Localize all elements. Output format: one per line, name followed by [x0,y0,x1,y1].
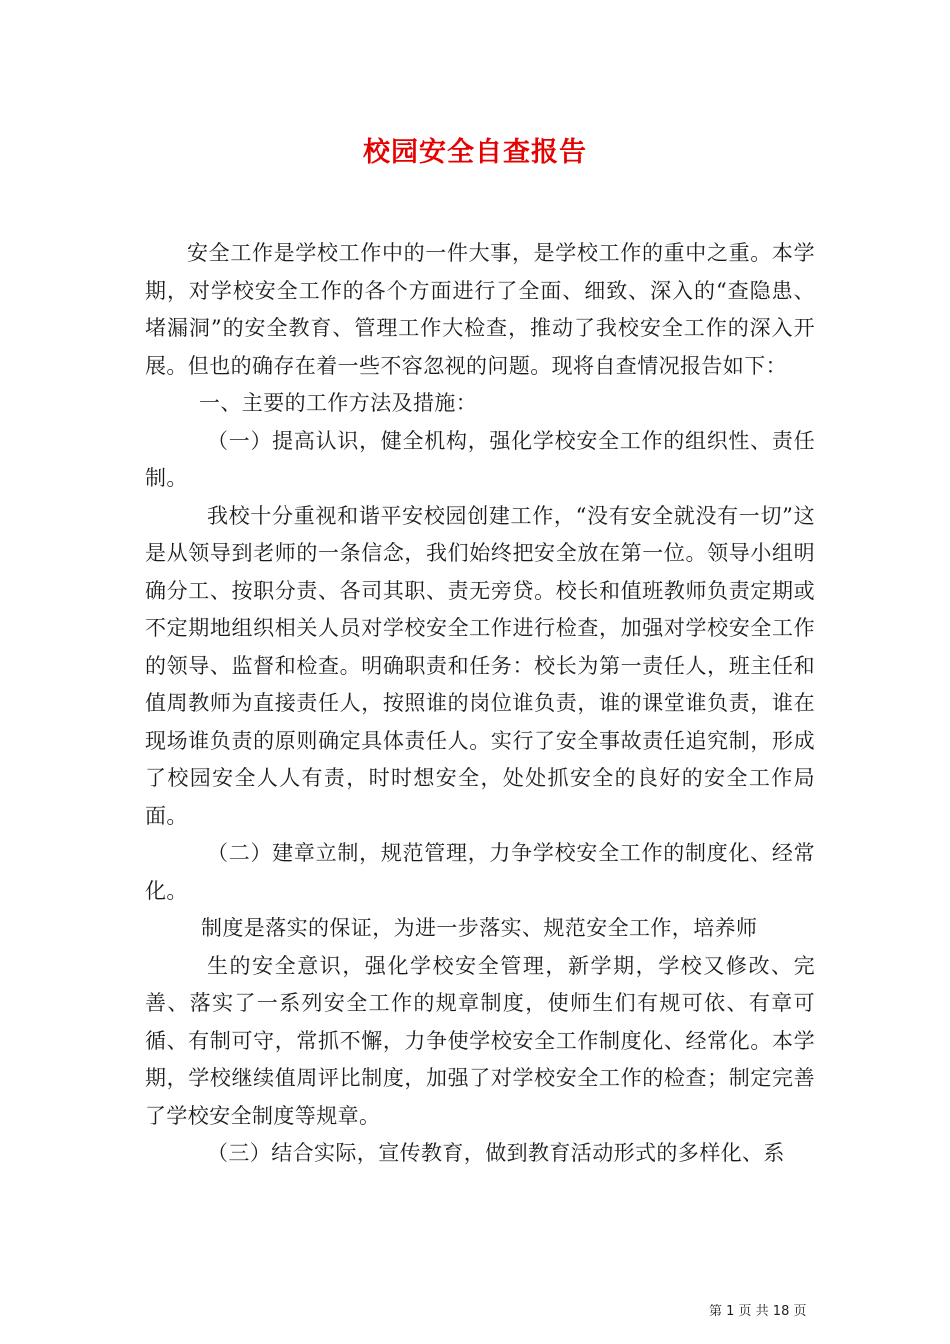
paragraph-intro: 安全工作是学校工作中的一件大事，是学校工作的重中之重。本学期，对学校安全工作的各个方面进行了全面、细致、深入的“查隐患、堵漏洞”的安全教育、管理工作大检查，推动了我校安全工作的深入开展。但也的确存在着一些不容忽视的问题。现将自查情况报告如下： [145,241,815,378]
document-title: 校园安全自查报告 [363,137,587,168]
document-body [145,235,815,1173]
paragraph-leadership: 我校十分重视和谐平安校园创建工作，“没有安全就没有一切”这是从领导到老师的一条信念，我们始终把安全放在第一位。领导小组明确分工、按职分责、各司其职、责无旁贷。校长和值班教师负责定期或不定期地组织相关人员对学校安全工作进行检查，加强对学校安全工作的领导、监督和检查。明确职责和任务：校长为第一责任人，班主任和值周教师为直接责任人，按照谁的岗位谁负责，谁的课堂谁负责，谁在现场谁负责的原则确定具体责任人。实行了安全事故责任追究制，形成了校园安全人人有责，时时想安全，处处抓安全的良好的安全工作局面。 [145,503,815,828]
paragraph-rules-line: 制度是落实的保证，为进一步落实、规范安全工作，培养师 [201,916,758,940]
subsection-heading-1: （一）提高认识，健全机构，强化学校安全工作的组织性、责任制。 [145,428,815,490]
subsection-heading-2: （二）建章立制，规范管理，力争学校安全工作的制度化、经常化。 [145,841,815,903]
paragraph-rules: 生的安全意识，强化学校安全管理，新学期，学校又修改、完善、落实了一系列安全工作的规章制度，使师生们有规可依、有章可循、有制可守，常抓不懈，力争使学校安全工作制度化、经常化。本学期，学校继续值周评比制度，加强了对学校安全工作的检查；制定完善了学校安全制度等规章。 [145,953,815,1128]
section-heading-1: 一、主要的工作方法及措施： [199,391,478,415]
subsection-heading-3: （三）结合实际，宣传教育，做到教育活动形式的多样化、系 [207,1141,785,1165]
page-number: 第 1 页 共 18 页 [709,1304,807,1319]
